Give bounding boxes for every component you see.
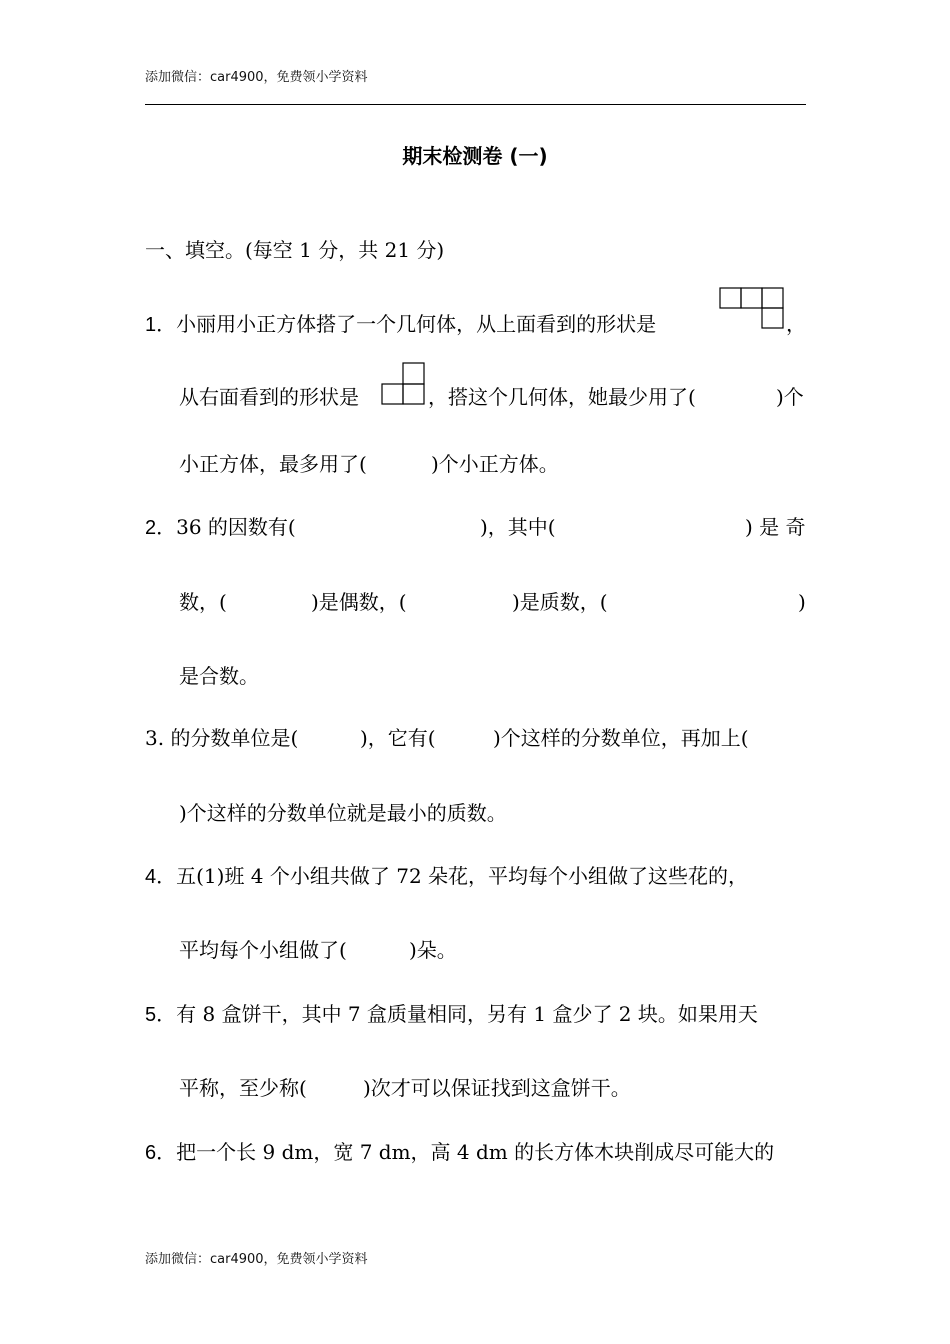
question-number: 2．	[145, 517, 177, 539]
question-number: 6．	[145, 1142, 177, 1164]
question-5-line-2a: 平称，至少称(	[179, 1076, 307, 1100]
question-3-line-1c: )个这样的分数单位，再加上(	[493, 726, 749, 750]
question-3-line-1a: 3. 的分数单位是(	[145, 726, 299, 750]
question-text: 五(1)班 4 个小组共做了 72 朵花，平均每个小组做了这些花的，	[176, 864, 749, 888]
section-heading: 一、填空。(每空 1 分，共 21 分)	[145, 238, 445, 262]
question-1-line-3b: )个小正方体。	[431, 452, 559, 476]
question-2-line-3: 是合数。	[179, 664, 259, 688]
question-6-line-1	[145, 1140, 774, 1165]
question-1-line-2c: )个	[776, 385, 804, 409]
header-rule	[145, 104, 806, 105]
question-2-line-2b: )是偶数，(	[311, 590, 407, 614]
question-4-line-1	[145, 864, 748, 889]
question-3-line-2: )个这样的分数单位就是最小的质数。	[179, 801, 507, 825]
question-1-line-1	[145, 312, 656, 337]
question-2-line-1c: ) 是 奇	[745, 515, 806, 539]
question-2-line-1	[145, 515, 296, 540]
question-5-line-2b: )次才可以保证找到这盒饼干。	[363, 1076, 631, 1100]
question-2-line-2a: 数，(	[179, 590, 227, 614]
question-text: 36 的因数有(	[176, 515, 296, 539]
question-4-line-2b: )朵。	[409, 938, 457, 962]
footer-note: 添加微信：car4900，免费领小学资料	[145, 1252, 368, 1267]
question-text: 把一个长 9 dm，宽 7 dm，高 4 dm 的长方体木块削成尽可能大的	[176, 1140, 775, 1164]
question-text: 有 8 盒饼干，其中 7 盒质量相同，另有 1 盒少了 2 块。如果用天	[176, 1002, 758, 1026]
question-text: ，	[786, 312, 806, 336]
right-view-figure	[381, 362, 426, 406]
question-2-line-2c: )是质数，(	[512, 590, 608, 614]
question-number: 1．	[145, 314, 177, 336]
top-view-figure	[719, 287, 785, 330]
header-note: 添加微信：car4900，免费领小学资料	[145, 70, 368, 85]
question-1-line-2b: ，搭这个几何体，她最少用了(	[428, 385, 696, 409]
question-text: 小丽用小正方体搭了一个几何体，从上面看到的形状是	[176, 312, 657, 336]
question-2-line-1b: )，其中(	[480, 515, 556, 539]
question-4-line-2a: 平均每个小组做了(	[179, 938, 347, 962]
question-2-line-2d: )	[798, 590, 806, 614]
question-5-line-1	[145, 1002, 758, 1027]
page-title: 期末检测卷 (一)	[402, 144, 548, 168]
question-number: 5．	[145, 1004, 177, 1026]
question-1-line-2a: 从右面看到的形状是	[179, 385, 359, 409]
question-1-line-3a: 小正方体，最多用了(	[179, 452, 367, 476]
question-3-line-1b: )，它有(	[360, 726, 436, 750]
question-number: 4．	[145, 866, 177, 888]
